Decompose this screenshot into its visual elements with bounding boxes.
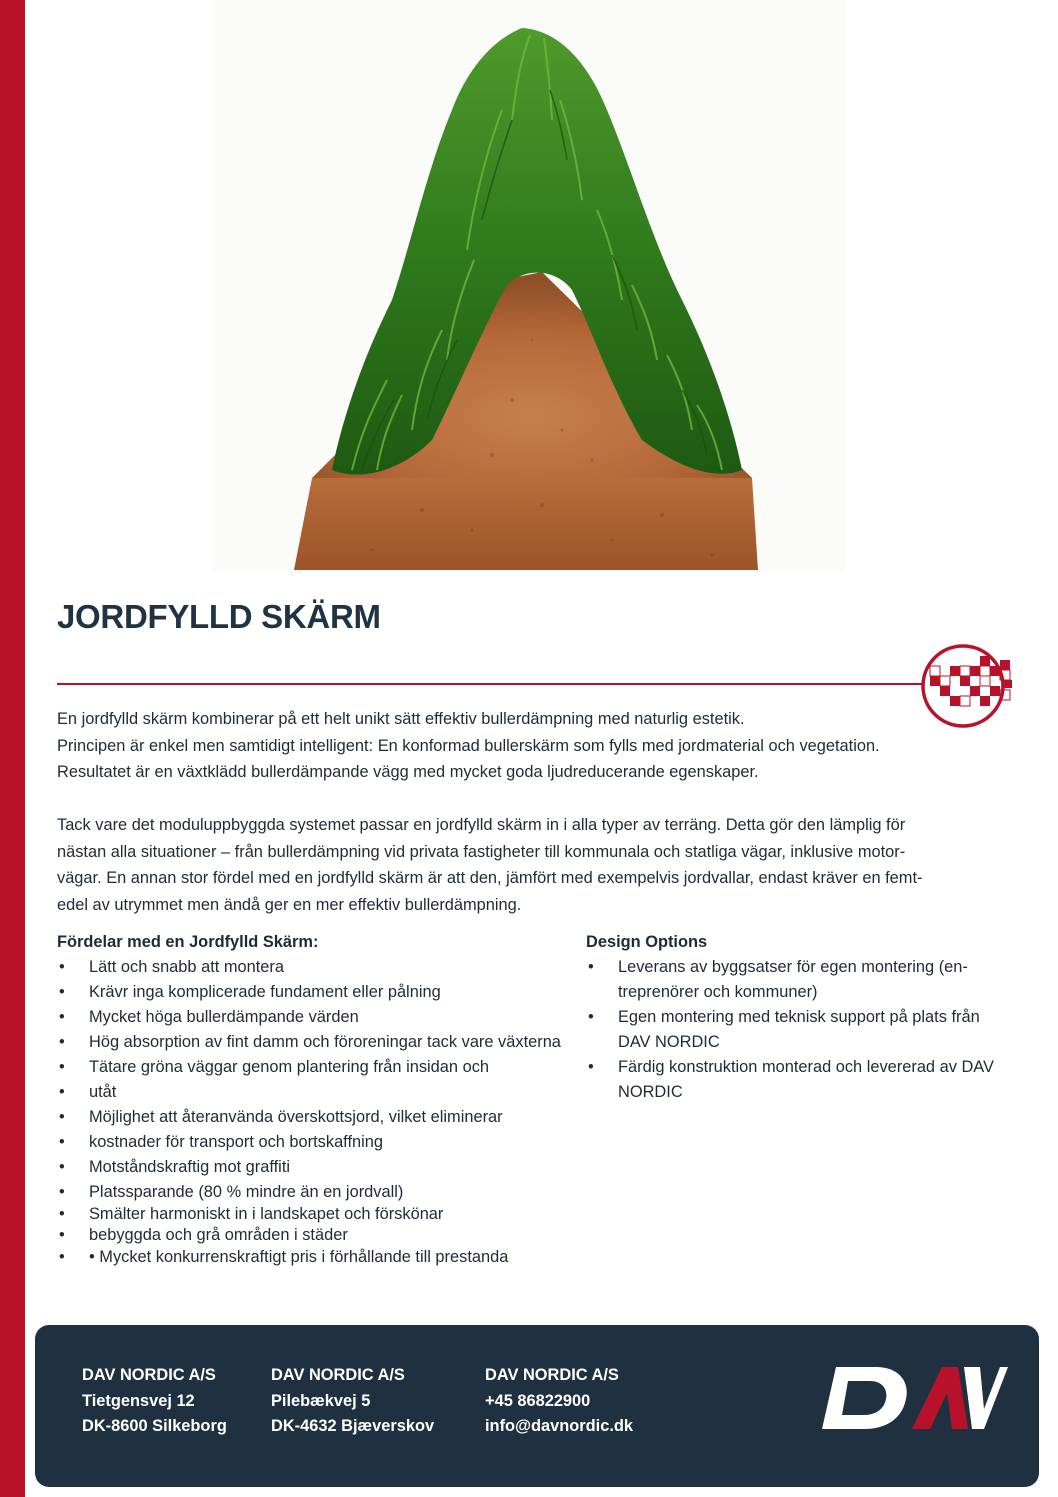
body-paragraph xyxy=(57,812,997,918)
body-line: Tack vare det moduluppbyggda systemet passar en jordfylld skärm in i alla typer av terräng. Detta gör den lämplig för xyxy=(57,816,906,834)
dav-logo xyxy=(818,1363,1008,1433)
list-item: • Lätt och snabb att montera xyxy=(57,955,567,980)
list-item: • Möjlighet att återanvända överskottsjord, vilket eliminerar xyxy=(57,1105,567,1130)
soil-grass-triangle-illustration xyxy=(212,0,846,572)
list-item: • kostnader för transport och bortskaffning xyxy=(57,1130,567,1155)
list-item: • Färdig konstruktion monterad och levererad av DAV NORDIC xyxy=(586,1055,996,1105)
design-options-heading: Design Options xyxy=(586,933,708,951)
street-address: Tietgensvej 12 xyxy=(82,1391,195,1410)
list-item: • Platssparande (80 % mindre än en jordvall) xyxy=(57,1182,567,1204)
intro-line: Resultatet är en växtklädd bullerdämpande vägg med mycket goda ljudreducerande egenskaper. xyxy=(57,763,759,781)
list-item: • Mycket höga bullerdämpande värden xyxy=(57,1005,567,1030)
body-line: edel av utrymmet men ändå ger en mer effektiv bullerdämpning. xyxy=(57,895,522,914)
email-link[interactable]: info@davnordic.dk xyxy=(485,1417,634,1435)
design-options-list xyxy=(586,955,996,1105)
side-accent-bar xyxy=(0,0,25,1497)
intro-line: Principen är enkel men samtidigt intelligent: En konformad bullerskärm som fylls med jordmaterial och vegetation. xyxy=(57,736,880,755)
phone-number[interactable]: +45 86822900 xyxy=(485,1391,591,1410)
list-item: • Smälter harmoniskt in i landskapet och förskönar xyxy=(57,1204,567,1226)
list-item: • Tätare gröna väggar genom plantering från insidan och xyxy=(57,1055,567,1080)
company-name: DAV NORDIC A/S xyxy=(82,1366,216,1384)
list-item: • bebyggda och grå områden i städer xyxy=(57,1225,567,1247)
postal-city: DK-8600 Silkeborg xyxy=(82,1417,227,1435)
company-name: DAV NORDIC A/S xyxy=(485,1366,619,1384)
contact-info xyxy=(485,1363,633,1440)
list-item: • • Mycket konkurrenskraftigt pris i förhållande till prestanda xyxy=(57,1247,567,1269)
company-name: DAV NORDIC A/S xyxy=(271,1366,405,1384)
list-item: • utåt xyxy=(57,1080,567,1105)
advantages-heading: Fördelar med en Jordfylld Skärm: xyxy=(57,933,319,951)
address-bjaeverskov xyxy=(271,1363,434,1440)
footer xyxy=(35,1325,1039,1487)
page-title: JORDFYLLD SKÄRM xyxy=(57,598,381,635)
intro-paragraph xyxy=(57,706,997,786)
list-item: • Krävr inga komplicerade fundament eller pålning xyxy=(57,980,567,1005)
list-item: • Egen montering med teknisk support på plats från DAV NORDIC xyxy=(586,1005,996,1055)
list-item: • Leverans av byggsatser för egen montering (en-treprenörer och kommuner) xyxy=(586,955,996,1005)
postal-city: DK-4632 Bjæverskov xyxy=(271,1417,435,1435)
address-silkeborg xyxy=(82,1363,227,1440)
body-line: nästan alla situationer – från bullerdämpning vid privata fastigheter till kommunala och statliga vägar, inklusive motor- xyxy=(57,842,906,861)
title-divider xyxy=(57,683,925,685)
advantages-section xyxy=(57,930,567,1268)
street-address: Pilebækvej 5 xyxy=(271,1391,371,1410)
intro-line: En jordfylld skärm kombinerar på ett helt unikt sätt effektiv bullerdämpning med naturlig estetik. xyxy=(57,710,745,728)
list-item: • Hög absorption av fint damm och föroreningar tack vare växterna xyxy=(57,1030,567,1055)
hero-image xyxy=(212,0,846,572)
design-options-section xyxy=(586,930,996,1105)
advantages-list xyxy=(57,955,567,1268)
list-item: • Motståndskraftig mot graffiti xyxy=(57,1155,567,1180)
body-line: vägar. En annan stor fördel med en jordfylld skärm är att den, jämfört med exempelvis jordvallar, endast kräver en femt- xyxy=(57,869,923,887)
